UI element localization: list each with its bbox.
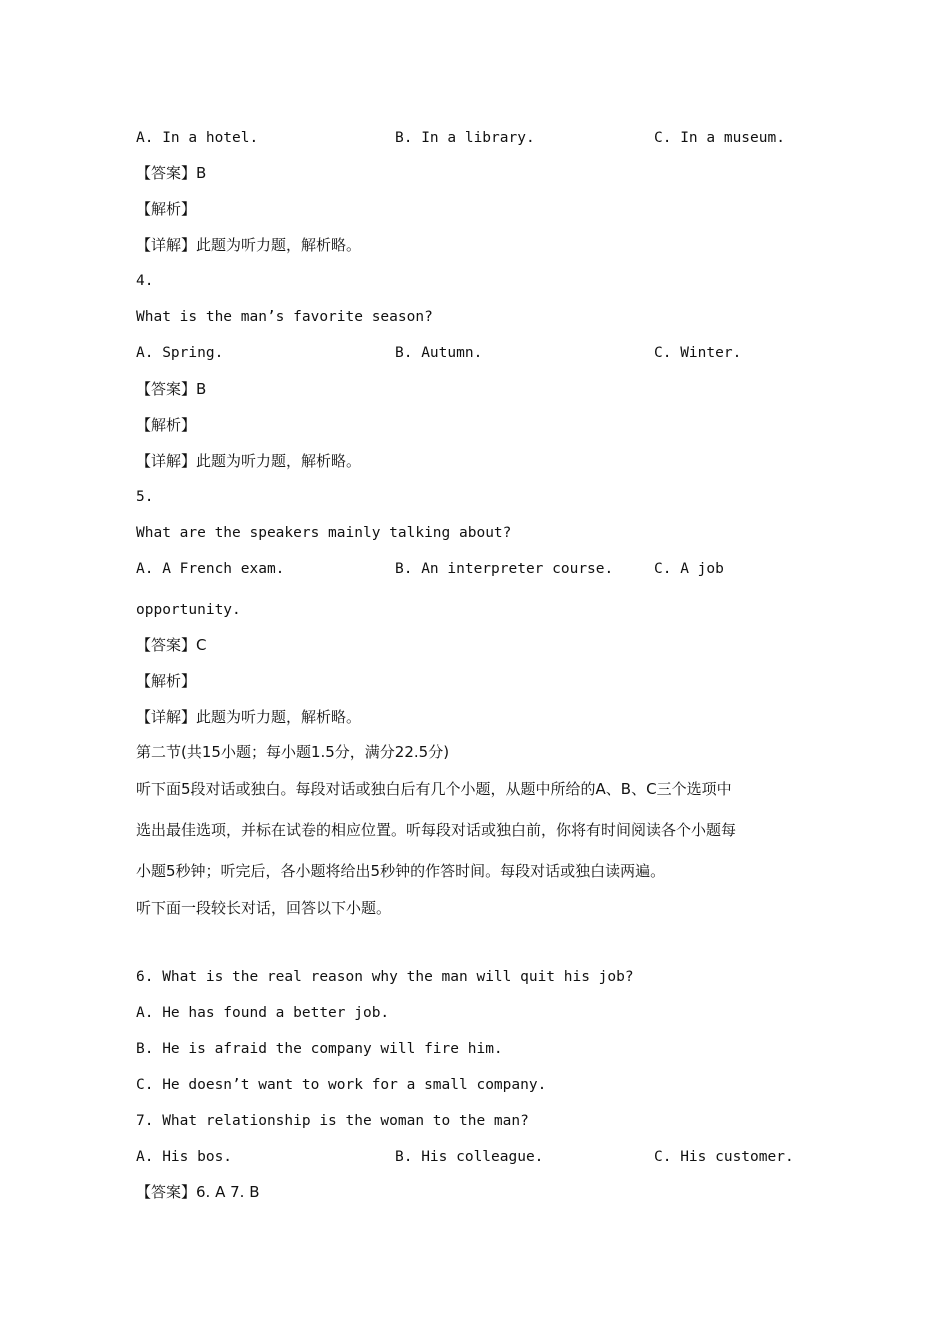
q6-option-a: A. He has found a better job. [136,1005,390,1021]
q3-option-c: C. In a museum. [654,130,785,146]
q3-analysis: 【解析】 [136,200,197,218]
q5-option-a: A. A French exam. [136,561,285,577]
q4-detail: 【详解】此题为听力题，解析略。 [136,452,362,470]
q4-option-c: C. Winter. [654,345,742,361]
q5-option-c: C. A job [654,561,724,577]
q4-number: 4. [136,273,154,289]
q7-option-c: C. His customer. [654,1149,794,1165]
q6-option-b: B. He is afraid the company will fire him. [136,1041,503,1057]
q3-answer: 【答案】B [136,164,207,182]
section2-sub-instruction: 听下面一段较长对话，回答以下小题。 [136,899,392,917]
answers-6-7: 【答案】6. A 7. B [136,1183,260,1201]
q6-question: 6. What is the real reason why the man will quit his job? [136,969,634,985]
q3-option-b: B. In a library. [395,130,535,146]
section2-instruction-line-3: 小题5秒钟；听完后，各小题将给出5秒钟的作答时间。每段对话或独白读两遍。 [136,862,666,880]
q3-detail: 【详解】此题为听力题，解析略。 [136,236,362,254]
section2-instruction-line-1: 听下面5段对话或独白。每段对话或独白后有几个小题，从题中所给的A、B、C三个选项中 [136,780,732,798]
q7-option-b: B. His colleague. [395,1149,544,1165]
section2-heading: 第二节(共15小题；每小题1.5分，满分22.5分) [136,743,450,761]
q7-question: 7. What relationship is the woman to the man? [136,1113,529,1129]
q5-detail: 【详解】此题为听力题，解析略。 [136,708,362,726]
section2-instruction-line-2: 选出最佳选项，并标在试卷的相应位置。听每段对话或独白前，你将有时间阅读各个小题每 [136,821,737,839]
q4-analysis: 【解析】 [136,416,197,434]
q7-option-a: A. His bos. [136,1149,233,1165]
q4-option-b: B. Autumn. [395,345,483,361]
q4-question: What is the man’s favorite season? [136,309,433,325]
q5-option-continuation: opportunity. [136,602,241,618]
q3-option-a: A. In a hotel. [136,130,259,146]
q5-answer: 【答案】C [136,636,207,654]
q6-option-c: C. He doesn’t want to work for a small company. [136,1077,547,1093]
q4-answer: 【答案】B [136,380,207,398]
q5-analysis: 【解析】 [136,672,197,690]
q4-option-a: A. Spring. [136,345,224,361]
q5-number: 5. [136,489,154,505]
q5-option-b: B. An interpreter course. [395,561,614,577]
q5-question: What are the speakers mainly talking about? [136,525,512,541]
